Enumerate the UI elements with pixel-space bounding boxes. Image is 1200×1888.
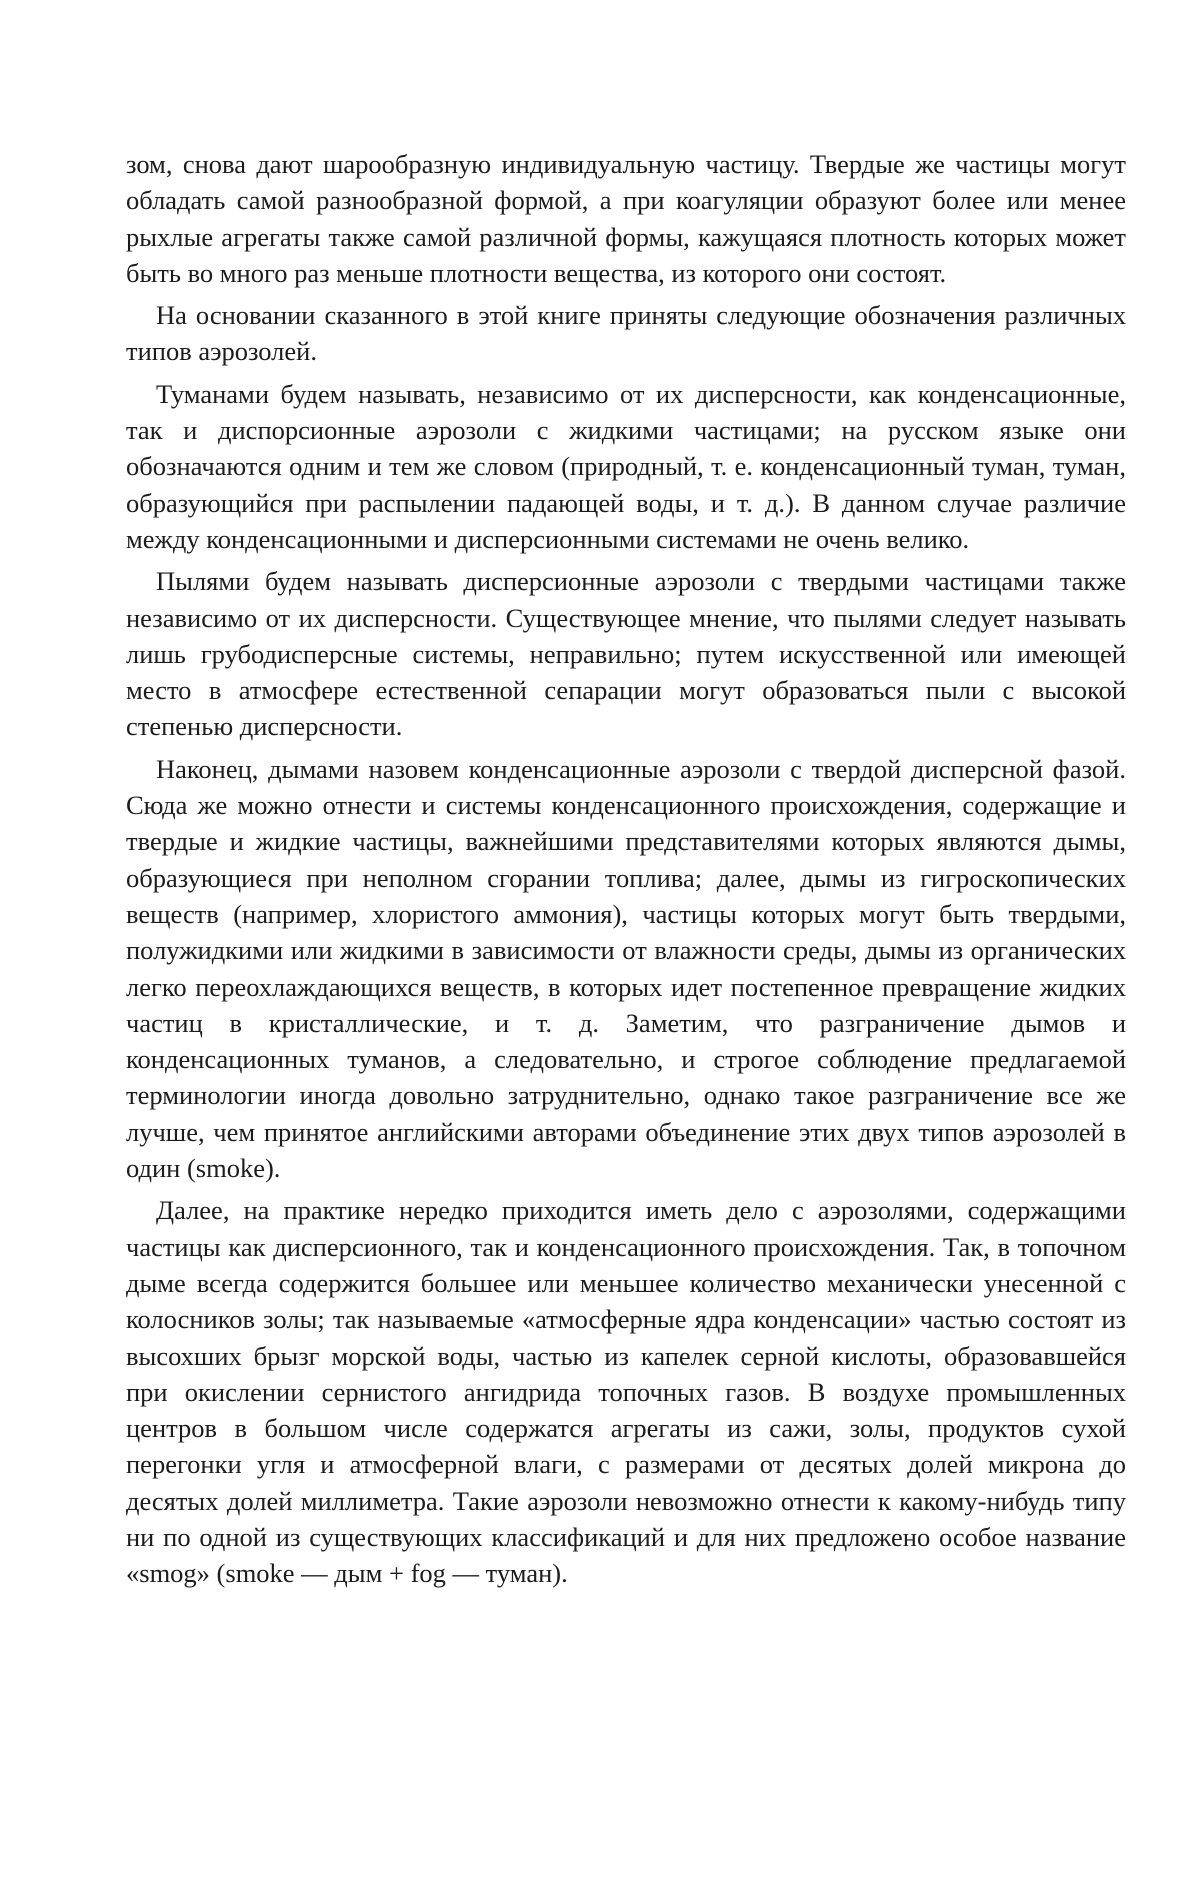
paragraph-6: Далее, на практике нередко приходится иметь дело с аэрозолями, содержащими частицы как дисперсионного, так и конденсационного происхождения. Так, в топочном дыме всегда содержится большее или меньшее количество механически унесенной с колосников золы; так называемые «атмосферные ядра конденсации» частью состоят из высохших брызг морской воды, частью из капелек серной кислоты, образовавшейся при окислении сернистого ангидрида топочных газов. В воздухе промышленных центров в большом числе содержатся агрегаты из сажи, золы, продуктов сухой перегонки угля и атмосферной влаги, с размерами от десятых долей микрона до десятых долей миллиметра. Такие аэрозоли невозможно отнести к какому-нибудь типу ни по одной из существующих классификаций и для них предложено особое название «smog» (smoke — дым + fog — туман). (126, 1195, 1126, 1589)
paragraph-5: Наконец, дымами назовем конденсационные аэрозоли с твердой дисперсной фазой. Сюда же можно отнести и системы конденсационного происхождения, содержащие и твердые и жидкие частицы, важнейшими представителями которых являются дымы, образующиеся при неполном сгорании топлива; далее, дымы из гигроскопических веществ (например, хлористого аммония), частицы которых могут быть твердыми, полужидкими или жидкими в зависимости от влажности среды, дымы из органических легко переохлаждающихся веществ, в которых идет постепенное превращение жидких частиц в кристаллические, и т. д. Заметим, что разграничение дымов и конденсационных туманов, а следовательно, и строгое соблюдение предлагаемой терминологии иногда довольно затруднительно, однако такое разграничение все же лучше, чем принятое английскими авторами объединение этих двух типов аэрозолей в один (smoke). (126, 753, 1126, 1184)
document-page (126, 146, 1126, 1598)
paragraph-3: Туманами будем называть, независимо от их дисперсности, как конденсационные, так и диспорсионные аэрозоли с жидкими частицами; на русском языке они обозначаются одним и тем же словом (природный, т. е. конденсационный туман, туман, образующийся при распылении падающей воды, и т. д.). В данном случае различие между конденсационными и дисперсионными системами не очень велико. (126, 378, 1126, 554)
paragraph-1: зом, снова дают шарообразную индивидуальную частицу. Твердые же частицы могут обладать самой разнообразной формой, а при коагуляции образуют более или менее рыхлые агрегаты также самой различной формы, кажущаяся плотность которых может быть во много раз меньше плотности вещества, из которого они состоят. (126, 149, 1126, 288)
paragraph-2: На основании сказанного в этой книге приняты следующие обозначения различных типов аэрозолей. (126, 300, 1126, 367)
paragraph-4: Пылями будем называть дисперсионные аэрозоли с твердыми частицами также независимо от их дисперсности. Существующее мнение, что пылями следует называть лишь грубодисперсные системы, неправильно; путем искусственной или имеющей место в атмосфере естественной сепарации могут образоваться пыли с высокой степенью дисперсности. (126, 566, 1126, 742)
